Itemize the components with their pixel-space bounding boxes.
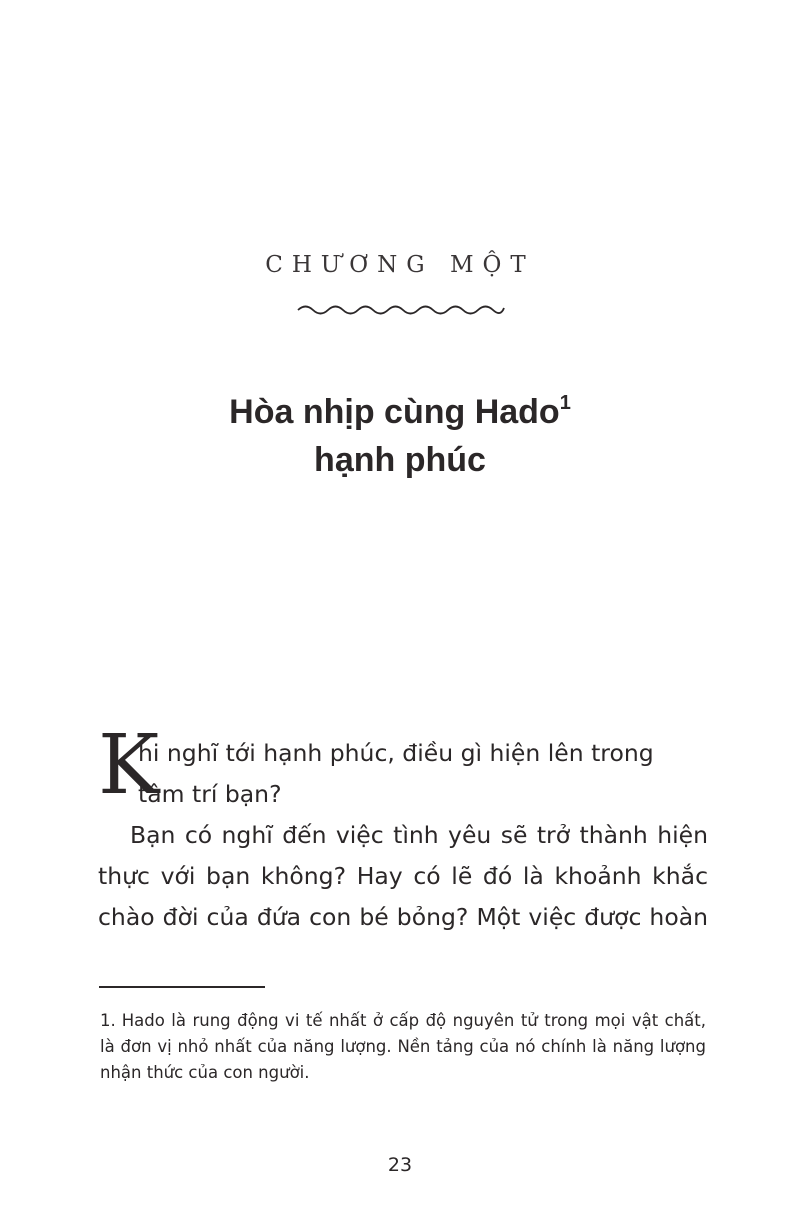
chapter-title-text-1: Hòa nhịp cùng Hado <box>229 393 560 431</box>
paragraph-1-line-1: hi nghĩ tới hạnh phúc, điều gì hiện lên trong <box>138 739 654 767</box>
paragraph-2: Bạn có nghĩ đến việc tình yêu sẽ trở thành hiện thực với bạn không? Hay có lẽ đó là khoảnh khắc chào đời của đứa con bé bỏng? Một việc được hoàn <box>98 821 708 931</box>
drop-cap: K <box>98 718 160 813</box>
footnote <box>100 1008 706 1086</box>
page-number: 23 <box>387 1154 413 1176</box>
footnote-marker: 1. <box>100 1011 116 1030</box>
wavy-divider-ornament <box>296 302 506 318</box>
footnote-text: Hado là rung động vi tế nhất ở cấp độ nguyên tử trong mọi vật chất, là đơn vị nhỏ nhất của năng lượng. Nền tảng của nó chính là năng lượng nhận thức của con người. <box>100 1011 706 1082</box>
body-text <box>98 718 708 938</box>
chapter-title <box>0 388 800 484</box>
paragraph-1 <box>98 718 708 815</box>
paragraph-1-line-2: tâm trí bạn? <box>138 780 282 808</box>
chapter-label: CHƯƠNG MỘT <box>265 252 535 278</box>
chapter-title-line-1 <box>0 388 800 436</box>
footnote-reference: 1 <box>559 392 571 414</box>
chapter-title-line-2: hạnh phúc <box>314 441 486 479</box>
footnote-rule <box>99 986 265 988</box>
